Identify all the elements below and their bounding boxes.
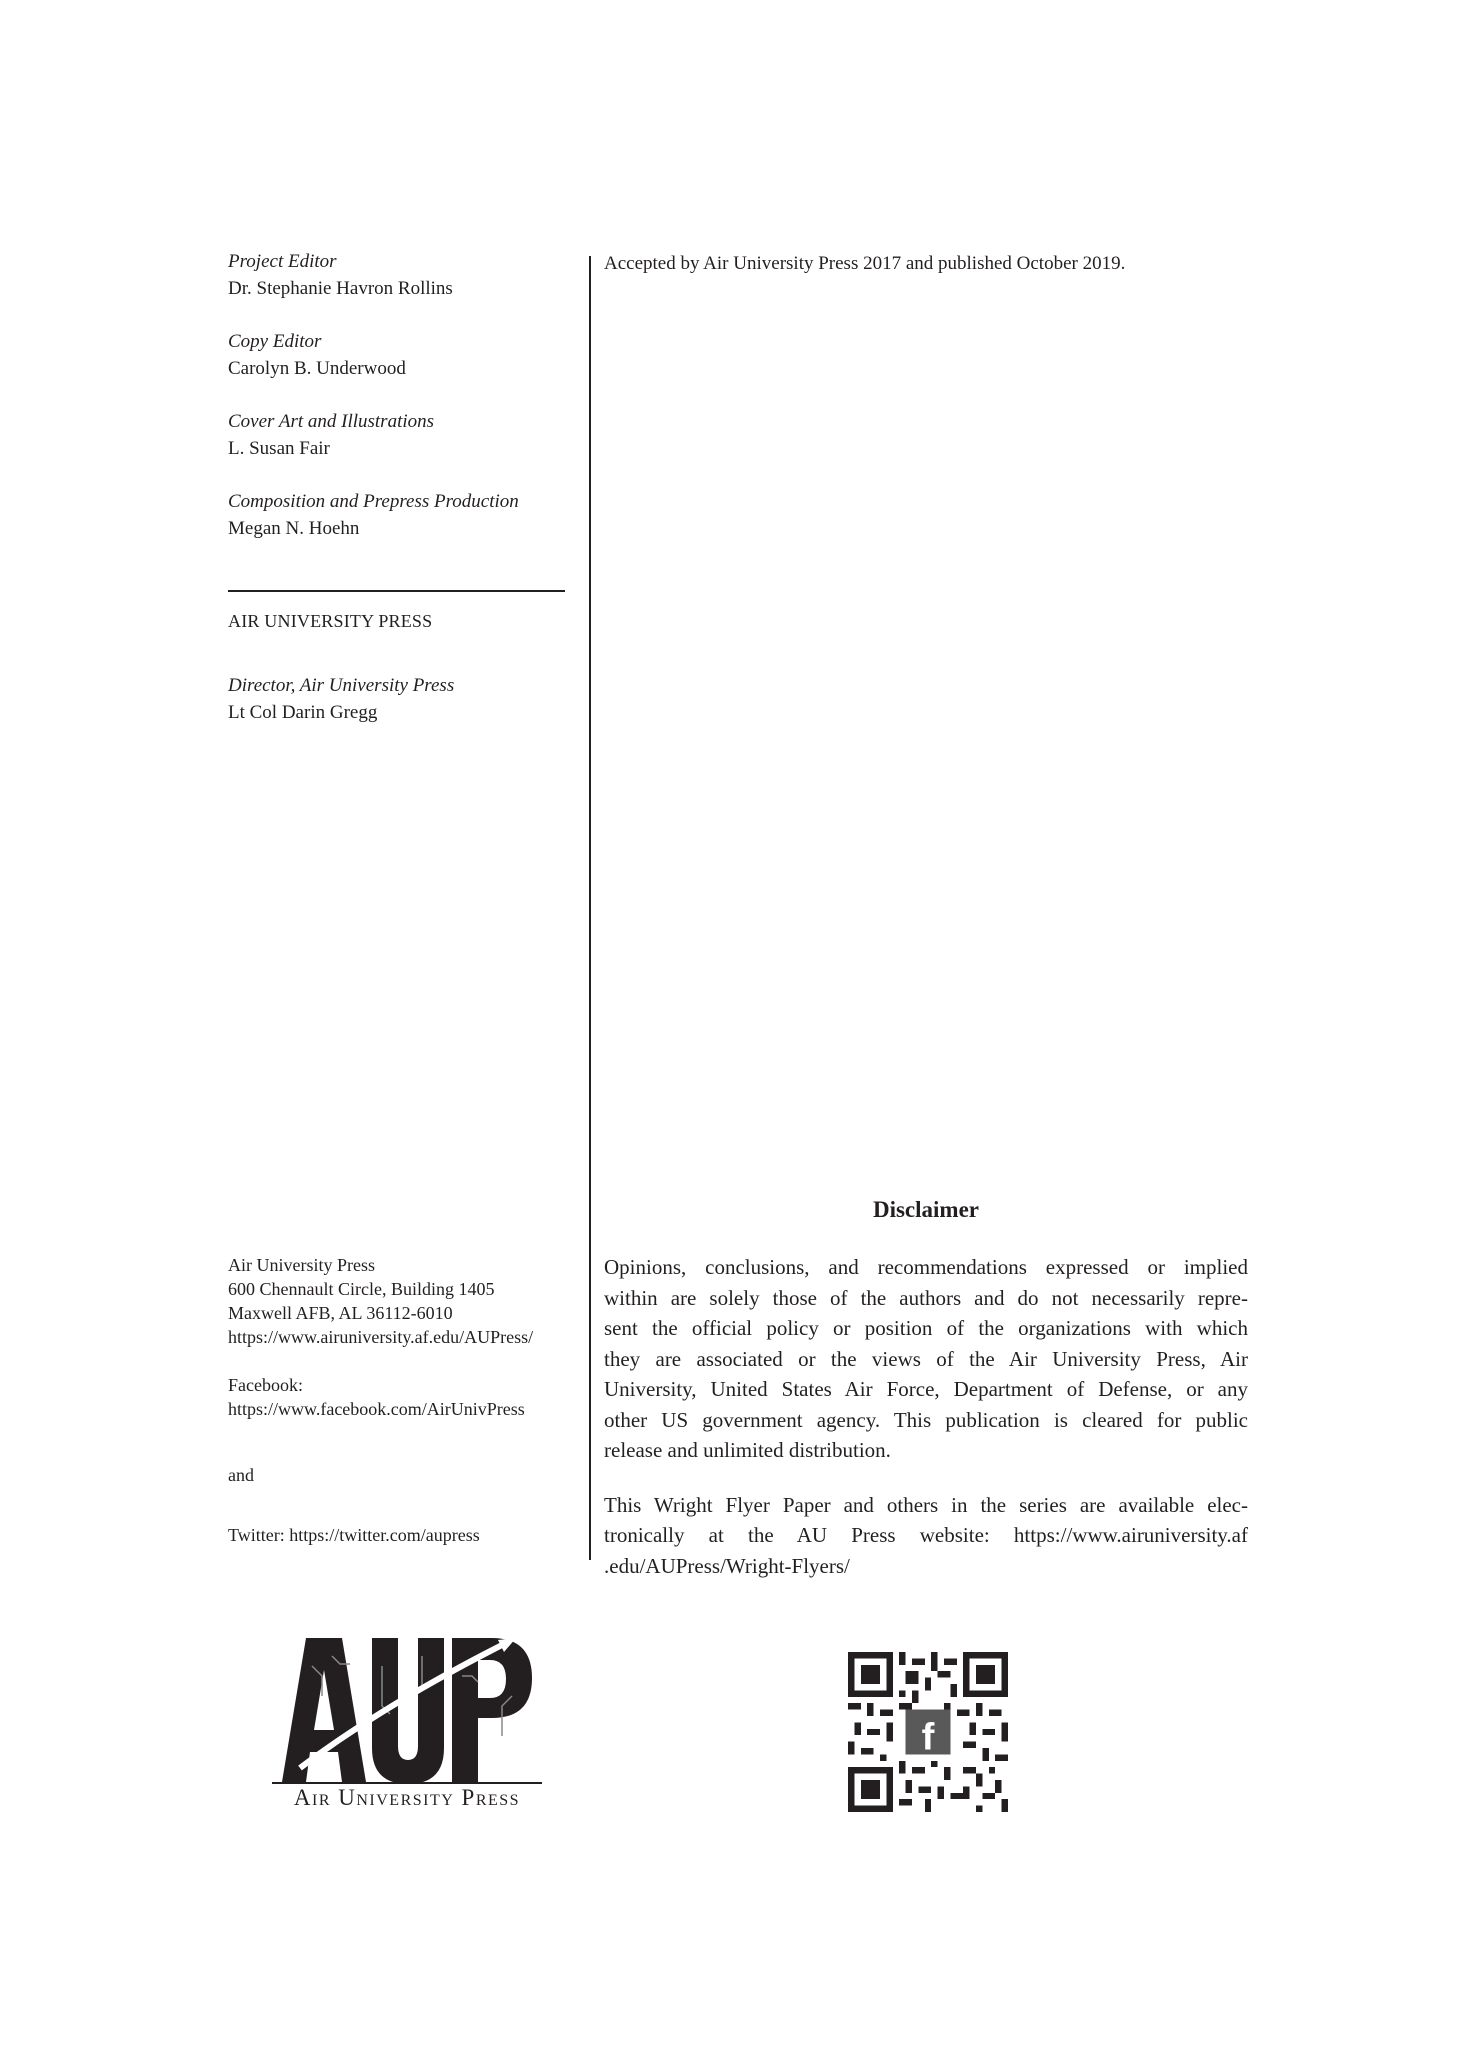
credit-cover-art [228, 408, 578, 462]
director-role: Director, Air University Press [228, 675, 455, 696]
credit-role: Cover Art and Illustrations [228, 411, 435, 432]
credit-person: Dr. Stephanie Havron Rollins [228, 278, 453, 299]
disclaimer-line: they are associated or the views of the Air University Press, Air [604, 1346, 1248, 1371]
facebook-block [228, 1373, 588, 1421]
credit-person: L. Susan Fair [228, 438, 330, 459]
column-divider [589, 256, 591, 1560]
twitter-block [228, 1523, 588, 1547]
press-heading: AIR UNIVERSITY PRESS [228, 611, 433, 631]
qr-code[interactable] [848, 1652, 1008, 1812]
facebook-link[interactable]: https://www.facebook.com/AirUnivPress [228, 1399, 525, 1419]
and-text [228, 1463, 588, 1487]
disclaimer-line: Opinions, conclusions, and recommendations expressed or implied [604, 1255, 1248, 1279]
publication-note: Accepted by Air University Press 2017 and published October 2019. [604, 253, 1126, 274]
director-person: Lt Col Darin Gregg [228, 702, 378, 723]
facebook-label: Facebook: [228, 1375, 303, 1395]
address-line: Maxwell AFB, AL 36112-6010 [228, 1303, 453, 1323]
facebook-letter: f [921, 1715, 935, 1759]
disclaimer-line: other US government agency. This publication is cleared for public [604, 1407, 1248, 1432]
availability-line[interactable]: tronically at the AU Press website: https://www.airuniversity.af [604, 1523, 1248, 1547]
credit-role: Project Editor [228, 251, 337, 272]
address-line: 600 Chennault Circle, Building 1405 [228, 1279, 495, 1299]
director-credit [228, 672, 454, 726]
disclaimer-line: release and unlimited distribution. [604, 1438, 891, 1462]
credit-project-editor [228, 248, 578, 302]
aup-logo-mark [282, 1638, 532, 1784]
disclaimer-paragraph [604, 1252, 1248, 1466]
conjunction: and [228, 1465, 254, 1485]
section-divider [228, 590, 565, 592]
credit-person: Carolyn B. Underwood [228, 358, 406, 379]
disclaimer-line: University, United States Air Force, Department of Defense, or any [604, 1377, 1248, 1401]
credit-role: Composition and Prepress Production [228, 491, 519, 512]
logo-caption: Air University Press [272, 1782, 542, 1812]
credit-role: Copy Editor [228, 331, 322, 352]
address-line: Air University Press [228, 1255, 375, 1275]
disclaimer-line: within are solely those of the authors and do not necessarily repre- [604, 1285, 1248, 1310]
facebook-icon [906, 1710, 951, 1759]
availability-paragraph [604, 1490, 1248, 1582]
availability-line[interactable]: .edu/AUPress/Wright-Flyers/ [604, 1553, 850, 1578]
credit-person: Megan N. Hoehn [228, 518, 360, 539]
disclaimer-line: sent the official policy or position of the organizations with which [604, 1316, 1248, 1340]
credit-copy-editor [228, 328, 578, 382]
credits-block [228, 248, 578, 568]
availability-line: This Wright Flyer Paper and others in the series are available elec- [604, 1492, 1248, 1517]
disclaimer-text [604, 1252, 1248, 1605]
press-website-link[interactable]: https://www.airuniversity.af.edu/AUPress/ [228, 1327, 534, 1347]
press-address [228, 1253, 588, 1349]
disclaimer-heading: Disclaimer [872, 1197, 979, 1222]
credit-composition [228, 488, 578, 542]
twitter-link[interactable]: Twitter: https://twitter.com/aupress [228, 1525, 480, 1545]
